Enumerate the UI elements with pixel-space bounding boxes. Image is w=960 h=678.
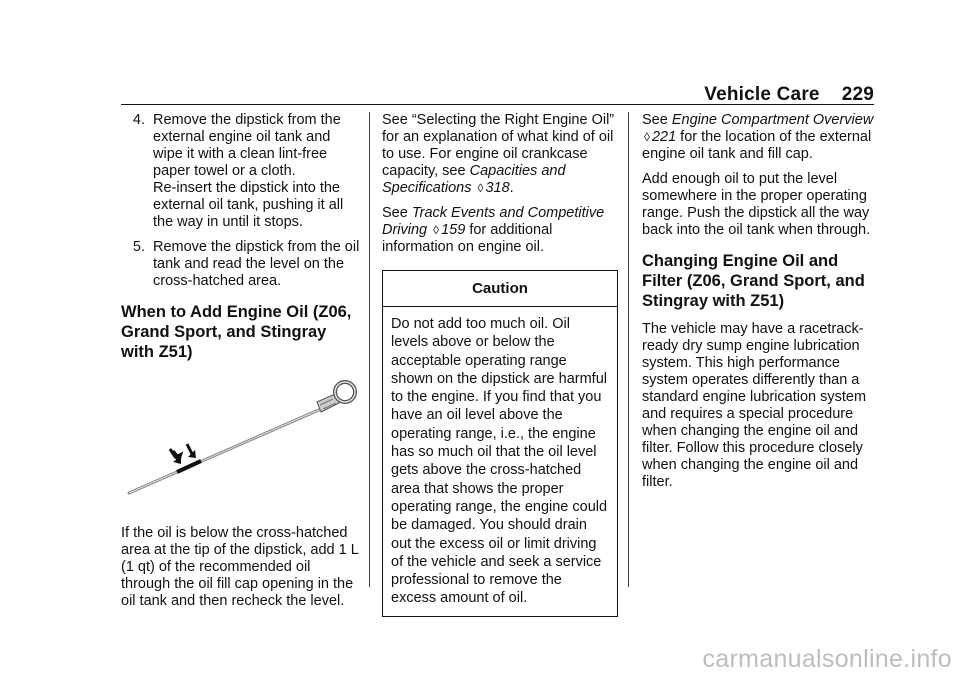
page-number: 229	[841, 84, 874, 105]
page-reference[interactable]: 221	[651, 129, 677, 145]
step-4	[121, 112, 361, 231]
paragraph: Add enough oil to put the level somewhere in the proper operating range. Push the dipstick all the way back into the oil tank when through.	[642, 171, 871, 238]
step-number: 5.	[132, 239, 145, 255]
step-text: Remove the dipstick from the external engine oil tank and wipe it with a clean lint-free paper towel or a cloth.	[153, 112, 341, 179]
step-text: Re-insert the dipstick into the external oil tank, pushing it all the way in until it stops.	[153, 180, 344, 230]
paragraph: If the oil is below the cross-hatched area at the tip of the dipstick, add 1 L (1 qt) of the recommended oil through the oil fill cap opening in the oil tank and then recheck the level.	[121, 525, 359, 609]
step-text: Remove the dipstick from the oil tank and read the level on the cross-hatched area.	[153, 239, 360, 289]
paragraph: See “Selecting the Right Engine Oil” for an explanation of what kind of oil to use. For engine oil crankcase capacity, see Capacities and Specifications ◊ 318.	[382, 112, 615, 196]
page-reference[interactable]: 318	[485, 180, 510, 196]
cross-reference-link[interactable]: Capacities and Specifications	[382, 163, 566, 196]
column-middle	[382, 112, 618, 617]
caution-text: Do not add too much oil. Oil levels above or below the acceptable operating range shown on the dipstick are harmful to the engine. If you find that you have an oil level above the operating range, i.e., the engine has so much oil that the oil level gets above the cross-hatched area that shows the proper operating range, the engine could be damaged. You should drain out the excess oil or limit driving of the vehicle and seek a service professional to remove the excess amount of oil.	[391, 316, 608, 607]
paragraph: The vehicle may have a racetrack-ready dry sump engine lubrication system. This high performance system operates differently than a standard engine lubrication system and requires a special procedure when changing the engine oil and filter. Follow this procedure closely when changing the engine oil and filter.	[642, 321, 867, 490]
paragraph: See Track Events and Competitive Driving ◊ 159 for additional information on engine oil.	[382, 205, 605, 255]
page-ref-icon: ◊	[433, 223, 440, 237]
caution-title: Caution	[383, 271, 617, 307]
column-divider-1	[369, 112, 370, 587]
column-right	[642, 112, 878, 499]
cross-reference-link[interactable]: Engine Compartment Overview	[671, 112, 874, 128]
section-heading: Changing Engine Oil and Filter (Z06, Grand Sport, and Stingray with Z51)	[642, 252, 865, 310]
page-reference[interactable]: 159	[441, 222, 466, 238]
dipstick-illustration	[121, 372, 361, 512]
caution-box	[382, 270, 618, 617]
header-rule	[121, 104, 874, 105]
page-ref-icon: ◊	[644, 130, 650, 144]
watermark: carmanualsonline.info	[702, 645, 952, 673]
page-ref-icon: ◊	[477, 181, 484, 195]
section-heading: When to Add Engine Oil (Z06, Grand Sport, and Stingray with Z51)	[121, 303, 352, 361]
column-divider-2	[628, 112, 629, 587]
cross-reference-link[interactable]: Track Events and Competitive Driving	[382, 205, 605, 238]
page-header	[704, 84, 874, 106]
paragraph: See Engine Compartment Overview ◊ 221 for the location of the external engine oil tank and fill cap.	[642, 112, 874, 162]
step-5	[121, 239, 361, 290]
column-left	[121, 112, 361, 618]
step-number: 4.	[132, 112, 145, 128]
section-title: Vehicle Care	[704, 84, 820, 105]
